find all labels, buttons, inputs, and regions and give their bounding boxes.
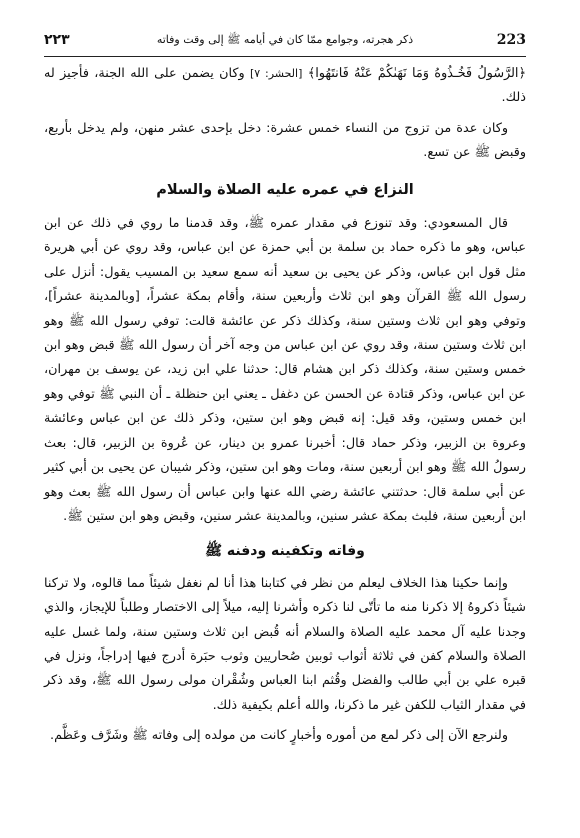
paragraph-age-dispute: قال المسعودي: وقد تنوزع في مقدار عمره ﷺ، وقد قدمنا ما روي في ذلك عن ابن عباس، وهو ما ذكره حماد بن سلمة بن أبي حمزة عن ابن عباس، وقد روي عن أبي هريرة مثل قول ابن عباس، وذكر عن يحيى بن سعيد أنه سمع سعيد بن المسيب يقول: أنزل على رسول الله ﷺ القرآن وهو ابن ثلاث وأربعين سنة، وأقام بمكة عشراً، [وبالمدينة عشراً]، وتوفي وهو ابن ثلاث وستين سنة، وكذلك ذكر عن عائشة قالت: توفي رسول الله ﷺ وهو ابن ثلاث وستين سنة، وقد روي عن ابن عباس من وجه آخر أن رسول الله ﷺ قبض وهو ابن خمس وستين سنة، وكذلك ذكر ابن هشام قال: حدثنا علي ابن زيد، عن يوسف بن مهران، عن ابن عباس، وذكر قتادة عن الحسن عن دغفل ـ يعني ابن حنظلة ـ أن النبي ﷺ توفي وهو ابن خمس وستين، وقد قيل: إنه قبض وهو ابن ستين، وذكر ذلك عن ابن عباس وعائشة وعروة بن الزبير، وذكر حماد قال: أخبرنا عمرو بن دينار، عن عُروة بن الزبير، قال: بعث رسولُ الله ﷺ وهو ابن أربعين سنة، ومات وهو ابن ستين، وذكر شيبان عن يحيى بن أبي كثير عن أبي سلمة قال: حدثتني عائشة رضي الله عنها وابن عباس أن رسول الله ﷺ بعث وهو ابن أربعين سنة، فلبث بمكة عشر سنين، وبالمدينة عشر سنين، وقبض وهو ابن ستين ﷺ. <box>44 216 526 524</box>
verse-reference: [الحشر: ٧] <box>250 67 303 80</box>
running-title: ذكر هجرته، وجوامع ممّا كان في أيامه ﷺ إلى وقت وفاته <box>156 33 414 46</box>
quran-verse: ﴿الرَّسُولُ فَخُـذُوهُ وَمَا نَهَىٰكُمْ عَنْهُ فَانتَهُوا﴾ <box>307 66 526 81</box>
page-body <box>44 62 526 749</box>
page-header <box>44 30 526 52</box>
page-number-latin: 223 <box>496 32 526 48</box>
section-heading-death-burial: وفاته وتكفينه ودفنه ﷺ <box>205 543 365 560</box>
section-heading-age-dispute: النزاع في عمره عليه الصلاة والسلام <box>156 181 414 198</box>
paragraph-verse <box>44 62 526 111</box>
paragraph-verse-text: وكان يضمن على الله الجنة، فأجيز له ذلك. <box>44 66 526 106</box>
header-rule <box>44 56 526 57</box>
paragraph-death-burial: وإنما حكينا هذا الخلاف ليعلم من نظر في كتابنا هذا أنا لم نغفل شيئاً مما قالوه، ولا تركنا شيئاً ذكروهُ إلا ذكرنا منه ما تأتّى لنا ذكره وأشرنا إليه، ميلاً إلى الاختصار وطلباً للإيجاز، والذي وجدنا عليه آل محمد عليه الصلاة والسلام أنه قُبض ابن ثلاث وستين سنة، ولما غسل عليه الصلاة والسلام كفن في ثلاثة أثواب ثوبين صُحاريين وثوب حبَرة أدرج فيها إدراجاً، ونزل في قبره علي بن أبي طالب والفضل وقُثم ابنا العباس وشُقْران مولى رسول الله ﷺ، وقد ذكر في مقدار الثياب للكفن غير ما ذكرنا، والله أعلم بكيفية ذلك. <box>44 575 526 713</box>
paragraph-wives: وكان عدة من تزوج من النساء خمس عشرة: دخل بإحدى عشر منهن، ولم يدخل بأربع، وقبض ﷺ عن تسع. <box>44 120 526 161</box>
page-number-arabic: ٢٢٣ <box>44 32 70 48</box>
paragraph-return: ولنرجع الآن إلى ذكر لمع من أموره وأخبارٍ كانت من مولده إلى وفاته ﷺ وشَرَّف وعَظَّم. <box>50 728 508 744</box>
